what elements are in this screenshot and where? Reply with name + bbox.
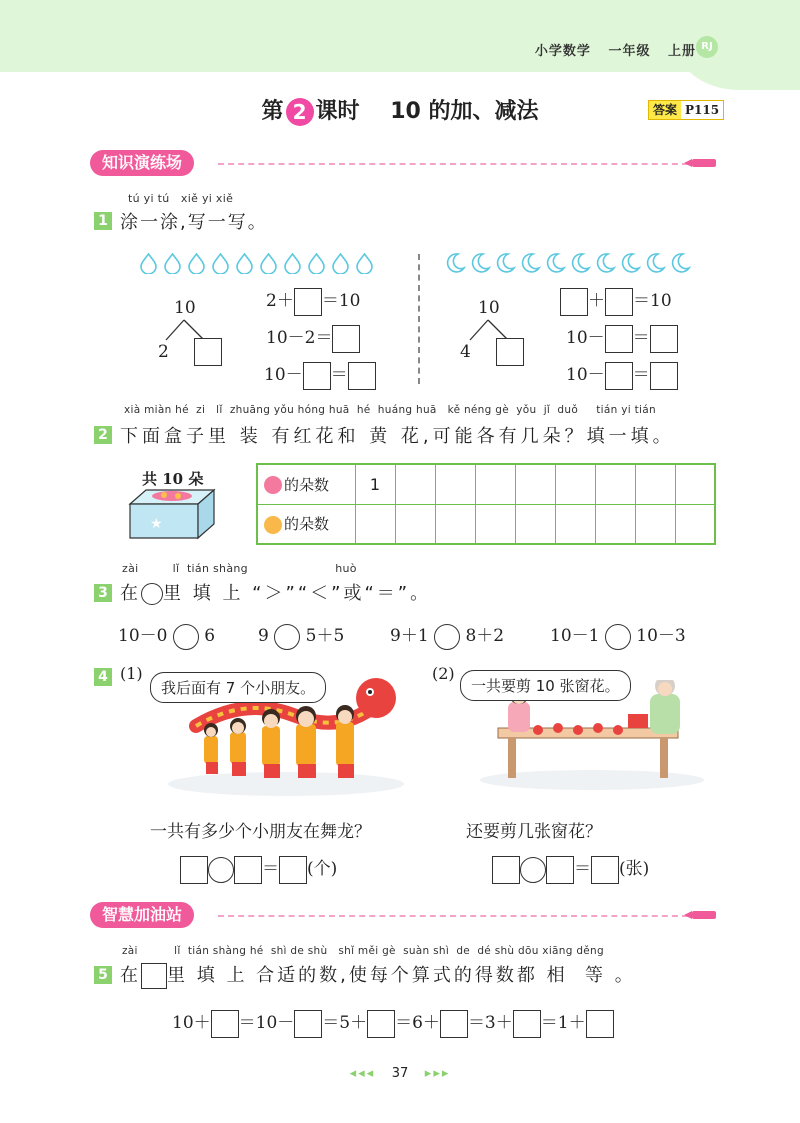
q4-part1-equation: ＝ (个) bbox=[180, 854, 337, 884]
answer-box[interactable] bbox=[591, 856, 619, 884]
q3-item-1: 10－0 6 bbox=[118, 621, 215, 650]
answer-page: P115 bbox=[681, 101, 723, 119]
answer-box[interactable] bbox=[294, 1010, 322, 1038]
q3-item-2: 9 5＋5 bbox=[258, 621, 344, 650]
flower-box-icon bbox=[124, 486, 216, 542]
q1-left-eq2: 10－2＝ bbox=[266, 323, 360, 353]
q2-prompt: 下面盒子里 装 有红花和 黄 花,可能各有几朵？填一填。 bbox=[120, 426, 675, 447]
water-drop-icon[interactable] bbox=[282, 252, 303, 274]
answer-box[interactable] bbox=[560, 288, 588, 316]
header-subject: 小学数学 bbox=[534, 44, 591, 59]
answer-box[interactable] bbox=[492, 856, 520, 884]
table-cell[interactable] bbox=[635, 464, 675, 504]
table-cell[interactable] bbox=[555, 464, 595, 504]
q4-part2-question: 还要剪几张窗花？ bbox=[466, 822, 602, 842]
q1-right-bond-top: 10 bbox=[478, 298, 500, 318]
water-drop-icon[interactable] bbox=[330, 252, 351, 274]
q4-part2-equation: ＝ (张) bbox=[492, 854, 649, 884]
answer-box[interactable] bbox=[605, 288, 633, 316]
table-cell[interactable] bbox=[435, 504, 475, 544]
moon-icon[interactable] bbox=[444, 252, 466, 274]
speech-bubble-grandma: 一共要剪 10 张窗花。 bbox=[460, 670, 631, 701]
answer-box[interactable] bbox=[294, 288, 322, 316]
page-footer bbox=[0, 1066, 800, 1081]
table-cell[interactable] bbox=[435, 464, 475, 504]
q3-item-4: 10－1 10－3 bbox=[550, 621, 686, 650]
edition-badge: RJ bbox=[696, 36, 718, 58]
water-drops-row[interactable] bbox=[138, 252, 375, 274]
operator-circle[interactable] bbox=[208, 857, 234, 883]
water-drop-icon[interactable] bbox=[162, 252, 183, 274]
q3-pinyin: zài lǐ tián shàng huò bbox=[122, 562, 357, 575]
section-title-challenge: 智慧加油站 bbox=[90, 902, 194, 928]
answer-box[interactable] bbox=[513, 1010, 541, 1038]
q1-left-bond-left: 2 bbox=[158, 342, 169, 362]
water-drop-icon[interactable] bbox=[210, 252, 231, 274]
q1-number: 1 bbox=[94, 212, 112, 230]
table-cell[interactable] bbox=[675, 504, 715, 544]
section-divider bbox=[218, 915, 688, 917]
table-cell[interactable] bbox=[515, 504, 555, 544]
answer-box[interactable] bbox=[180, 856, 208, 884]
table-cell[interactable] bbox=[355, 504, 395, 544]
table-row-yellow bbox=[257, 504, 715, 544]
q1-right-eq3: 10－ ＝ bbox=[566, 360, 678, 390]
q5-pinyin: zài lǐ tián shàng hé shì de shù shǐ měi gè suàn shì de dé shù dōu xiāng děng bbox=[122, 945, 604, 957]
lesson-prefix: 第 bbox=[261, 99, 284, 124]
flower-count-table bbox=[256, 463, 716, 545]
answer-box[interactable] bbox=[303, 362, 331, 390]
header-grade: 一年级 bbox=[608, 44, 651, 59]
pencil-icon bbox=[692, 159, 716, 167]
q4-part1-unit: (个) bbox=[307, 859, 338, 879]
moon-icon[interactable] bbox=[594, 252, 616, 274]
header-volume: 上册 bbox=[667, 44, 696, 59]
next-arrows-icon: ▸▸▸ bbox=[424, 1066, 451, 1081]
flower-box-label: 共 10 朵 bbox=[142, 470, 204, 488]
box-icon bbox=[141, 963, 167, 989]
q1-right-eq1: ＋ ＝10 bbox=[560, 286, 672, 316]
q1-left-bond-box[interactable] bbox=[194, 338, 222, 366]
table-cell[interactable] bbox=[475, 464, 515, 504]
circle-icon bbox=[141, 583, 163, 605]
q4-part1-question: 一共有多少个小朋友在舞龙？ bbox=[150, 822, 371, 842]
q1-right-eq2: 10－ ＝ bbox=[566, 323, 678, 353]
yellow-flower-label: 的朵数 bbox=[257, 504, 355, 544]
q1-divider bbox=[418, 254, 420, 384]
table-cell[interactable] bbox=[595, 504, 635, 544]
answer-box[interactable] bbox=[605, 325, 633, 353]
q3-item-3: 9＋1 8＋2 bbox=[390, 621, 504, 650]
compare-circle[interactable] bbox=[434, 624, 460, 650]
q1-pinyin: tú yi tú xiě yi xiě bbox=[128, 192, 234, 205]
water-drop-icon[interactable] bbox=[258, 252, 279, 274]
moon-icon[interactable] bbox=[569, 252, 591, 274]
answer-box[interactable] bbox=[586, 1010, 614, 1038]
q2-pinyin: xià miàn hé zi lǐ zhuāng yǒu hóng huā hé huáng huā kě néng gè yǒu jǐ duǒ tián yi tián bbox=[124, 404, 656, 416]
yellow-flower-icon bbox=[264, 516, 282, 534]
q2-number: 2 bbox=[94, 426, 112, 444]
water-drop-icon[interactable] bbox=[234, 252, 255, 274]
answer-box[interactable] bbox=[348, 362, 376, 390]
moon-icon[interactable] bbox=[644, 252, 666, 274]
answer-box[interactable] bbox=[279, 856, 307, 884]
moon-icon[interactable] bbox=[669, 252, 691, 274]
q4-part2-label: (2) bbox=[432, 664, 455, 683]
table-cell[interactable] bbox=[595, 464, 635, 504]
table-cell[interactable] bbox=[515, 464, 555, 504]
answer-box[interactable] bbox=[234, 856, 262, 884]
answer-box[interactable] bbox=[211, 1010, 239, 1038]
q3-prompt: 在 里 填 上 “＞”“＜”或“＝”。 bbox=[120, 583, 432, 604]
lesson-number: 2 bbox=[286, 98, 314, 126]
section-title-practice: 知识演练场 bbox=[90, 150, 194, 176]
q5-equation-chain: 10＋ ＝10－ ＝5＋ ＝6＋ ＝3＋ ＝1＋ bbox=[172, 1008, 614, 1038]
table-cell[interactable] bbox=[475, 504, 515, 544]
red-flower-icon bbox=[264, 476, 282, 494]
q1-prompt: 涂一涂,写一写。 bbox=[120, 212, 268, 233]
q1-left-bond-top: 10 bbox=[174, 298, 196, 318]
q4-part2-unit: (张) bbox=[619, 859, 650, 879]
moon-icon[interactable] bbox=[619, 252, 641, 274]
compare-circle[interactable] bbox=[173, 624, 199, 650]
q4-number: 4 bbox=[94, 668, 112, 686]
moon-icon[interactable] bbox=[544, 252, 566, 274]
table-cell[interactable] bbox=[635, 504, 675, 544]
header-book-info bbox=[523, 40, 696, 59]
answer-label: 答案 bbox=[649, 101, 681, 119]
compare-circle[interactable] bbox=[605, 624, 631, 650]
table-cell: 1 bbox=[355, 464, 395, 504]
pencil-icon bbox=[692, 911, 716, 919]
moons-row[interactable] bbox=[444, 252, 691, 274]
answer-box[interactable] bbox=[367, 1010, 395, 1038]
q5-prompt: 在 里 填 上 合适的数,使每个算式的得数都 相 等 。 bbox=[120, 961, 636, 989]
water-drop-icon[interactable] bbox=[354, 252, 375, 274]
speech-bubble-dragon: 我后面有 7 个小朋友。 bbox=[150, 672, 326, 703]
table-cell[interactable] bbox=[395, 504, 435, 544]
svg-text:★: ★ bbox=[150, 516, 163, 532]
answer-box[interactable] bbox=[546, 856, 574, 884]
moon-icon[interactable] bbox=[494, 252, 516, 274]
table-cell[interactable] bbox=[395, 464, 435, 504]
prev-arrows-icon: ◂◂◂ bbox=[349, 1066, 376, 1081]
answer-box[interactable] bbox=[650, 325, 678, 353]
q5-number: 5 bbox=[94, 966, 112, 984]
q4-part1-label: (1) bbox=[120, 664, 143, 683]
answer-box[interactable] bbox=[440, 1010, 468, 1038]
water-drop-icon[interactable] bbox=[138, 252, 159, 274]
answer-reference[interactable] bbox=[648, 100, 724, 120]
table-row-red bbox=[257, 464, 715, 504]
page-number: 37 bbox=[391, 1066, 409, 1081]
moon-icon[interactable] bbox=[469, 252, 491, 274]
q1-right-bond-left: 4 bbox=[460, 342, 471, 362]
answer-box[interactable] bbox=[650, 362, 678, 390]
q1-left-eq1: 2＋ ＝10 bbox=[266, 286, 360, 316]
q3-number: 3 bbox=[94, 584, 112, 602]
water-drop-icon[interactable] bbox=[186, 252, 207, 274]
section-divider bbox=[218, 163, 688, 165]
table-cell[interactable] bbox=[555, 504, 595, 544]
moon-icon[interactable] bbox=[519, 252, 541, 274]
red-flower-label: 的朵数 bbox=[257, 464, 355, 504]
operator-circle[interactable] bbox=[520, 857, 546, 883]
table-cell[interactable] bbox=[675, 464, 715, 504]
q1-left-eq3: 10－ ＝ bbox=[264, 360, 376, 390]
answer-box[interactable] bbox=[605, 362, 633, 390]
water-drop-icon[interactable] bbox=[306, 252, 327, 274]
lesson-topic: 10 的加、减法 bbox=[390, 99, 539, 124]
q1-right-bond-box[interactable] bbox=[496, 338, 524, 366]
answer-box[interactable] bbox=[332, 325, 360, 353]
lesson-suffix: 课时 bbox=[315, 99, 360, 124]
compare-circle[interactable] bbox=[274, 624, 300, 650]
